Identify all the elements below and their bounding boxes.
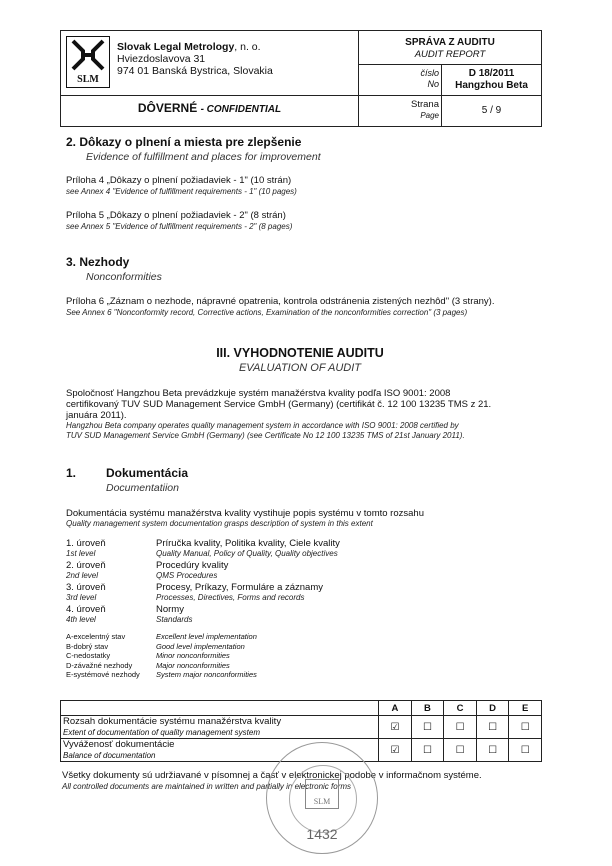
table-header-row (61, 701, 542, 716)
doc-title: Dokumentácia (106, 466, 189, 480)
part3-title: III. VYHODNOTENIE AUDITU (216, 346, 384, 360)
grade-checkbox[interactable]: ☐ (476, 739, 509, 762)
slm-logo (66, 36, 110, 88)
grade-checkbox[interactable]: ☐ (411, 716, 444, 739)
legend-en: Excellent level implementation (156, 632, 257, 641)
org-suffix: , n. o. (234, 41, 261, 53)
balance-icon (67, 37, 109, 73)
grade-header: C (444, 701, 477, 716)
page-label-en: Page (420, 111, 439, 120)
grade-checkbox[interactable]: ☐ (444, 739, 477, 762)
annex4-en: see Annex 4 "Evidence of fulfillment requirements - 1" (10 pages) (66, 187, 297, 196)
logo-text: SLM (77, 74, 99, 85)
grade-header: E (509, 701, 542, 716)
report-title (359, 37, 541, 61)
company-name: Hangzhou Beta (455, 80, 528, 91)
doc-intro-en: Quality management system documentation grasps description of system in this extent (66, 519, 373, 528)
row-label-en: Balance of documentation (63, 751, 156, 760)
annex5-sk: Príloha 5 „Dôkazy o plnení požiadaviek - 2" (8 strán) (66, 210, 286, 221)
page-label (359, 99, 439, 121)
grade-header: B (411, 701, 444, 716)
level-en: 3rd level (66, 593, 97, 602)
no-value: D 18/2011 (468, 68, 515, 79)
level-en: 1st level (66, 549, 96, 558)
level-row (66, 560, 486, 582)
level-desc-sk: Príručka kvality, Politika kvality, Ciele kvality (156, 538, 340, 549)
section3-title: 3. Nezhody (66, 255, 130, 269)
organization-address (117, 41, 273, 77)
legend-sk: D-závažné nezhody (66, 660, 133, 670)
legend-en: Minor nonconformities (156, 651, 230, 660)
level-desc-en: QMS Procedures (156, 571, 218, 580)
stamp-logo: SLM (305, 779, 339, 809)
annex6-sk: Príloha 6 „Záznam o nezhode, nápravné opatrenia, kontrola odstránenia zistených nezhôd" (3 strany). (66, 296, 495, 307)
doc-number: 1. (66, 466, 77, 480)
evaluation-paragraph (66, 388, 546, 441)
legend-en: System major nonconformities (156, 670, 257, 679)
level-desc-en: Processes, Directives, Forms and records (156, 593, 305, 602)
row-label-en: Extent of documentation of quality management system (63, 728, 260, 737)
official-stamp (266, 742, 378, 854)
grade-header: D (476, 701, 509, 716)
para-sk-3: januára 2011). (66, 410, 127, 421)
annex5-en: see Annex 5 "Evidence of fulfillment requirements - 2" (8 pages) (66, 222, 293, 231)
section2-subtitle: Evidence of fulfillment and places for improvement (86, 151, 321, 163)
legend-row (66, 642, 257, 652)
no-label-en: No (427, 79, 439, 89)
legend-row (66, 632, 257, 642)
footer-note-en: All controlled documents are maintained in written and partially in electronic forms (62, 782, 352, 791)
level-row (66, 582, 486, 604)
level-desc-sk: Normy (156, 604, 184, 615)
row-label-sk: Rozsah dokumentácie systému manažérstva kvality (63, 716, 282, 727)
report-number (442, 68, 541, 92)
annex6-en: See Annex 6 "Nonconformity record, Corrective actions, Examination of the nonconformities correction" (3 pages) (66, 308, 468, 317)
footer-note-sk: Všetky dokumenty sú udržiavané v písomnej a časť v elektronickej podobe v informačnom systéme. (62, 770, 482, 781)
doc-subtitle: Documentatiion (106, 482, 179, 494)
report-title-sk: SPRÁVA Z AUDITU (405, 37, 495, 48)
legend-sk: C-nedostatky (66, 651, 111, 660)
level-en: 2nd level (66, 571, 99, 580)
page-label-sk: Strana (411, 99, 439, 110)
level-desc-en: Quality Manual, Policy of Quality, Quality objectives (156, 549, 338, 558)
para-en-1: Hangzhou Beta company operates quality management system in accordance with ISO 9001: 2008 certified by (66, 421, 459, 430)
legend-sk: B-dobrý stav (66, 641, 109, 651)
no-label-sk: číslo (420, 68, 439, 78)
para-sk-2: certifikovaný TUV SUD Management Service GmbH (Germany) (certifikát č. 12 100 13235 TMS z 21. (66, 399, 492, 410)
row-label-sk: Vyváženosť dokumentácie (63, 739, 175, 750)
legend-row (66, 661, 257, 671)
table-header-blank (61, 701, 379, 716)
para-en-2: TUV SUD Management Service GmbH (Germany) (see Certificate No 12 100 13235 TMS of 21st January 2011). (66, 431, 465, 440)
org-street: Hviezdoslavova 31 (117, 53, 206, 65)
level-row (66, 538, 486, 560)
legend-sk: E-systémové nezhody (66, 670, 140, 679)
report-number-label (359, 68, 439, 90)
level-en: 4th level (66, 615, 96, 624)
confidential-label (61, 101, 358, 115)
annex4-sk: Príloha 4 „Dôkazy o plnení požiadaviek - 1" (10 strán) (66, 175, 292, 186)
report-header (60, 30, 542, 127)
org-name: Slovak Legal Metrology (117, 41, 235, 53)
confidential-en: - CONFIDENTIAL (200, 104, 282, 115)
level-sk: 3. úroveň (66, 582, 106, 593)
level-desc-sk: Procedúry kvality (156, 560, 229, 571)
doc-levels (66, 538, 486, 626)
stamp-number: 1432 (306, 826, 338, 842)
level-sk: 2. úroveň (66, 560, 106, 571)
grade-checkbox[interactable]: ☐ (509, 716, 542, 739)
level-desc-en: Standards (156, 615, 193, 624)
grade-checkbox[interactable]: ☐ (476, 716, 509, 739)
grade-checkbox[interactable]: ☐ (444, 716, 477, 739)
confidential-sk: DÔVERNÉ (137, 101, 198, 115)
section2-title: 2. Dôkazy o plnení a miesta pre zlepšenie (66, 135, 302, 149)
doc-intro-sk: Dokumentácia systému manažérstva kvality vystihuje popis systému v tomto rozsahu (66, 508, 424, 519)
row-label (61, 716, 379, 739)
section3-subtitle: Nonconformities (86, 271, 162, 283)
legend-row (66, 670, 257, 680)
level-sk: 1. úroveň (66, 538, 106, 549)
legend-en: Good level implementation (156, 641, 245, 651)
grade-checkbox[interactable]: ☐ (509, 739, 542, 762)
grade-checkbox[interactable]: ☐ (411, 739, 444, 762)
grade-legend (66, 632, 257, 680)
org-city: 974 01 Banská Bystrica, Slovakia (117, 65, 273, 77)
grade-header: A (379, 701, 412, 716)
legend-sk: A-excelentný stav (66, 632, 126, 641)
legend-row (66, 651, 257, 661)
level-row (66, 604, 486, 626)
para-sk-1: Spoločnosť Hangzhou Beta prevádzkuje systém manažérstva kvality podľa ISO 9001: 2008 (66, 388, 451, 399)
grade-checkbox[interactable]: ☑ (379, 739, 412, 762)
part3-subtitle: EVALUATION OF AUDIT (238, 362, 362, 374)
level-desc-sk: Procesy, Príkazy, Formuláre a záznamy (156, 582, 324, 593)
report-title-en: AUDIT REPORT (414, 49, 486, 60)
legend-en: Major nonconformities (156, 660, 230, 670)
page-number: 5 / 9 (481, 105, 502, 116)
grade-checkbox[interactable]: ☑ (379, 716, 412, 739)
level-sk: 4. úroveň (66, 604, 106, 615)
table-row (61, 716, 542, 739)
